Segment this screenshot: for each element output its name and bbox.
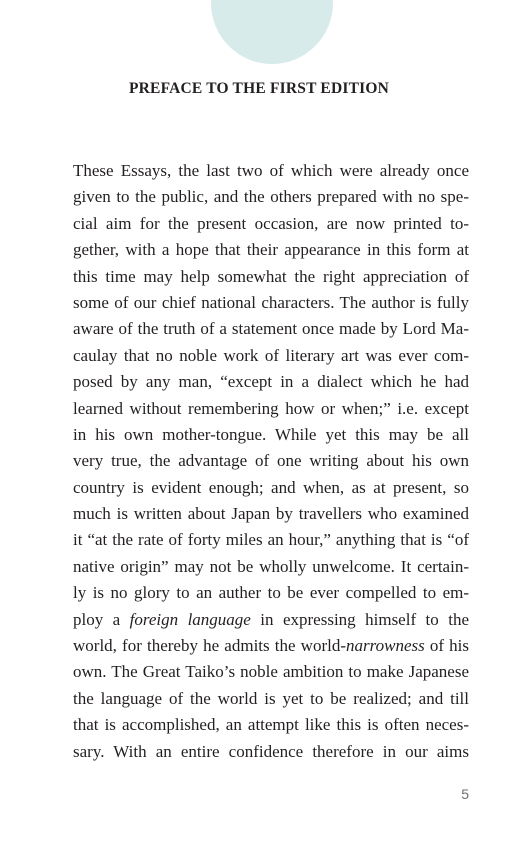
- text-line: much is written about Japan by travellers who examined: [73, 504, 469, 524]
- text-line: aware of the truth of a statement once made by Lord Ma-: [73, 319, 469, 339]
- text-run: of his: [424, 636, 469, 656]
- text-line: native origin” may not be wholly unwelcome. It certain-: [73, 556, 469, 576]
- text-line: some of our chief national characters. The author is fully: [73, 292, 469, 312]
- text-line: These Essays, the last two of which were already once: [73, 161, 469, 180]
- text-line: [73, 633, 469, 659]
- text-line: cial aim for the present occasion, are now printed to-: [73, 213, 469, 233]
- italic-text: narrowness: [346, 636, 425, 656]
- text-line: this time may help somewhat the right appreciation of: [73, 266, 469, 286]
- text-line: it “at the rate of forty miles an hour,” anything that is “of: [73, 530, 469, 550]
- text-line: in his own mother-tongue. While yet this may be all: [73, 424, 469, 444]
- text-line: very true, the advantage of one writing about his own: [73, 451, 469, 471]
- text-line: given to the public, and the others prepared with no spe-: [73, 187, 469, 207]
- text-run: world, for thereby he admits the world-: [73, 636, 346, 656]
- text-line: [73, 607, 469, 633]
- text-line: posed by any man, “except in a dialect which he had: [73, 372, 469, 392]
- text-run: ploy a: [73, 609, 130, 629]
- decorative-circle: [211, 0, 333, 64]
- italic-text: foreign language: [129, 609, 251, 629]
- text-line: own. The Great Taiko’s noble ambition to make Japanese: [73, 662, 469, 682]
- page-number: 5: [461, 786, 469, 802]
- text-line: caulay that no noble work of literary art was ever com-: [73, 345, 469, 365]
- text-line: ly is no glory to an auther to be ever compelled to em-: [73, 583, 469, 603]
- text-line: learned without remembering how or when;” i.e. except: [73, 398, 469, 418]
- text-run: in expressing himself to the: [250, 609, 469, 629]
- body-text: [73, 158, 469, 765]
- text-line: that is accomplished, an attempt like this is often neces-: [73, 715, 469, 735]
- text-line: sary. With an entire confidence therefore in our aims: [73, 741, 469, 761]
- chapter-title: PREFACE TO THE FIRST EDITION: [129, 80, 389, 97]
- text-line: gether, with a hope that their appearance in this form at: [73, 240, 469, 260]
- text-line: country is evident enough; and when, as at present, so: [73, 477, 469, 497]
- text-line: the language of the world is yet to be realized; and till: [73, 688, 469, 708]
